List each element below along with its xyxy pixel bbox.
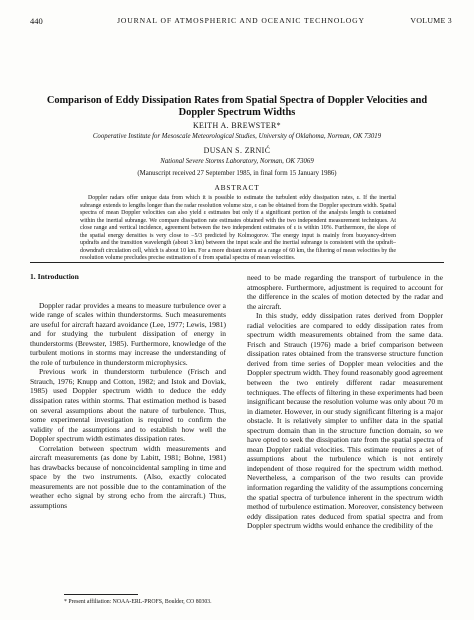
paper-title: Comparison of Eddy Dissipation Rates from Spatial Spectra of Doppler Velocities and Doppler Spectrum Widths: [46, 95, 428, 119]
left-column: [30, 272, 226, 511]
body-paragraph-continued: need to be made regarding the transport of turbulence in the atmosphere. Furthermore, adjustment is required to account for the difference in the scales of motion detected by the radar and the aircraft.: [247, 273, 443, 311]
body-paragraph: Doppler radar provides a means to measure turbulence over a wide range of scales within thunderstorms. Such measurements are useful for aircraft hazard avoidance (Lee, 1977; Lewis, 1981) and for studying the turbulent dissipation of energy in thunderstorms (Brewster, 1985). Furthermore, knowledge of the turbulent motions in storms may increase the understanding of the role of turbulence in thunderstorm microphysics.: [30, 300, 226, 367]
page-number: 440: [30, 16, 43, 26]
abstract-heading: ABSTRACT: [214, 183, 260, 192]
abstract-text: Doppler radars offer unique data from which it is possible to estimate the turbulent eddy dissipation rates, ε. If the inertial subrange extends to lengths longer than the radar resolution volume size, ε can be obtained from the Doppler spectrum width. Spatial spectra of mean Doppler velocities can also yield ε estimates but only if a significant portion of the analysis length is contained within the inertial subrange. We compare dissipation rate estimates obtained with the two independent measurement techniques. At close range and vertical incidence, agreement between the two independent estimates of ε is within 10%. Furthermore, the slope of the spatial energy densities is very close to −5/3 predicted by Kolmogorov. The energy input is mainly from buoyancy-driven updrafts and the transition wavelength (about 3 km) between the input scale and the inertial subrange is consistent with the updraft–downdraft circulation cell, which is about 10 km. For a more distant storm at a range of 60 km, the filtering of mean velocities by the resolution volume precludes precise estimation of ε from spatial spectra of mean velocities.: [80, 195, 396, 261]
affiliation-nssl: National Severe Storms Laboratory, Norman, OK 73069: [160, 158, 314, 165]
volume-label: VOLUME 3: [410, 16, 452, 25]
section-heading-introduction: [30, 272, 226, 282]
abstract: [80, 195, 396, 263]
section-number: 1.: [30, 272, 36, 281]
footnote-rule: [64, 594, 138, 595]
journal-name: JOURNAL OF ATMOSPHERIC AND OCEANIC TECHNOLOGY: [117, 16, 365, 25]
section-title: Introduction: [37, 272, 79, 281]
body-paragraph: Correlation between spectrum width measurements and aircraft measurements (as done by Labitt, 1981; Bohne, 1981) has drawbacks because of noncoincidental sampling in time and space by the two instruments. (Also, exactly colocated measurements are not possible due to the contamination of the weather echo signal by strong echo from the aircraft.) Thus, assumptions: [30, 443, 226, 511]
body-paragraph: Previous work in thunderstorm turbulence (Frisch and Strauch, 1976; Knupp and Cotton, 1982; and Istok and Doviak, 1985) used Doppler spectrum width to deduce the eddy dissipation rates within storms. That estimation method is based on several assumptions about the nature of turbulence. Thus, some experimental investigation is required to confirm the validity of the assumptions and to establish how well the Doppler spectrum width estimates dissipation rates.: [30, 367, 226, 444]
author-zrnic: DUSAN S. ZRNIĆ: [203, 146, 271, 155]
running-head: [30, 16, 452, 26]
affiliation-cimms: Cooperative Institute for Mesoscale Meteorological Studies, University of Oklahoma, Norman, OK 73019: [92, 133, 382, 140]
footnote-affiliation: * Present affiliation: NOAA-ERL-PROFS, Boulder, CO 80303.: [64, 599, 212, 605]
right-column: [247, 273, 443, 531]
abstract-rule: [30, 262, 444, 263]
author-brewster: KEITH A. BREWSTER*: [192, 121, 282, 130]
body-paragraph: In this study, eddy dissipation rates derived from Doppler radial velocities are compared to eddy dissipation rates from spectrum width measurements obtained from the same data. Frisch and Strauch (1976) made a brief comparison between dissipation rates obtained from the transverse structure function derived from time series of Doppler mean velocities and the Doppler spectrum width. They found reasonably good agreement between the two entirely different radar measurement techniques. The effects of filtering in these experiments had been insignificant because the resolution volume was only about 70 m in diameter. However, in our study significant filtering is a major obstacle. It is relatively simpler to unfilter data in the spatial spectrum domain than in the structure function domain, so we have opted to seek the dissipation rate from the spatial spectra of mean Doppler radial velocities. This estimate requires a set of assumptions about the turbulence which is not entirely independent of those required for the spectrum width method. Nevertheless, a comparison of the two results can provide information regarding the validity of the assumptions concerning the spatial spectra of turbulence inherent in the spectrum width method of turbulence estimation. Moreover, consistency between eddy dissipation rates deduced from spatial spectra and from Doppler spectrum widths would enhance the credibility of the: [247, 311, 443, 531]
manuscript-dates: (Manuscript received 27 September 1985, in final form 15 January 1986): [137, 170, 337, 177]
